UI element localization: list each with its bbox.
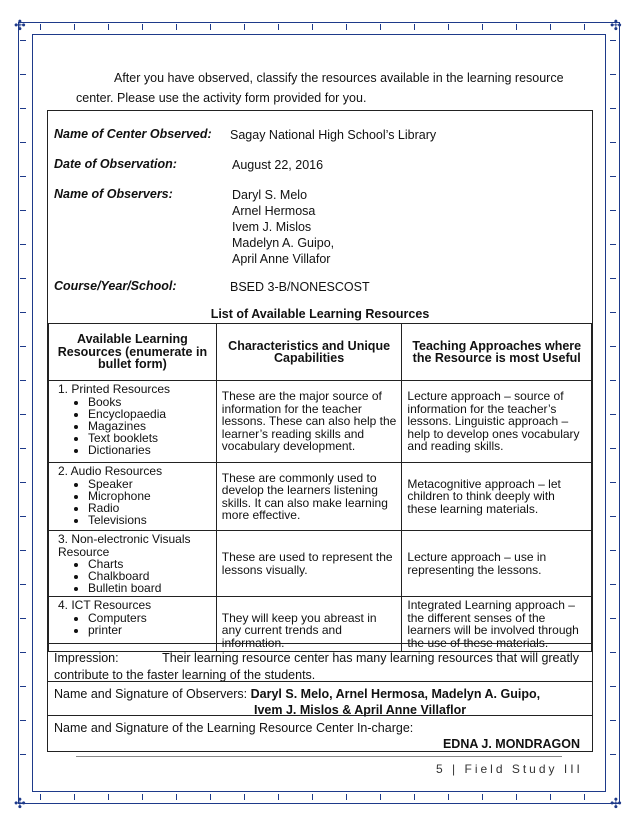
center-value: Sagay National High School’s Library bbox=[230, 128, 437, 142]
characteristics-cell: These are commonly used to develop the learners listening skills. It can also make learning more effective. bbox=[216, 463, 402, 531]
observers-signature-names: Ivem J. Mislos & April Anne Villaflor bbox=[254, 703, 467, 717]
characteristics-cell: These are the major source of information for the teacher lessons. These can also help the learner’s reading skills and vocabulary development. bbox=[216, 381, 402, 463]
footer-rule bbox=[76, 756, 562, 757]
list-item: • Text booklets bbox=[88, 432, 211, 444]
characteristics-cell: They will keep you abreast in any current trends and information. bbox=[216, 597, 402, 652]
border-ticks-right bbox=[610, 40, 616, 786]
activity-form bbox=[47, 110, 593, 752]
course-label: Course/Year/School: bbox=[54, 279, 177, 293]
list-item: • Televisions bbox=[88, 514, 211, 526]
impression-row bbox=[48, 643, 592, 681]
page-footer bbox=[436, 762, 583, 776]
list-item: • Encyclopaedia bbox=[88, 408, 211, 420]
list-item: • Charts bbox=[88, 558, 211, 570]
observer-name: Arnel Hermosa bbox=[232, 204, 316, 218]
column-header: Teaching Approaches where the Resource is most Useful bbox=[402, 324, 592, 381]
resource-category: 3. Non-electronic Visuals Resource bbox=[58, 532, 191, 559]
instructions bbox=[76, 68, 576, 108]
list-item: • Dictionaries bbox=[88, 444, 211, 456]
list-item: • Computers bbox=[88, 612, 211, 624]
date-label: Date of Observation: bbox=[54, 157, 177, 171]
date-value: August 22, 2016 bbox=[232, 158, 324, 172]
resource-items bbox=[54, 558, 211, 594]
resource-category: 4. ICT Resources bbox=[58, 598, 152, 612]
impression-label: Impression: bbox=[54, 651, 119, 665]
resource-cell bbox=[49, 463, 217, 531]
incharge-name: EDNA J. MONDRAGON bbox=[442, 737, 580, 751]
observers-signature-label: Name and Signature of Observers: bbox=[54, 687, 248, 701]
corner-ornament-icon: ✣ bbox=[610, 795, 622, 811]
page-number: 5 bbox=[436, 762, 446, 776]
incharge-label: Name and Signature of the Learning Resource Center In-charge: bbox=[54, 721, 414, 735]
table-row bbox=[49, 381, 592, 463]
observer-name: Madelyn A. Guipo, bbox=[232, 236, 335, 250]
corner-ornament-icon: ✣ bbox=[610, 17, 622, 33]
list-item: • Bulletin board bbox=[88, 582, 211, 594]
characteristics-cell: These are used to represent the lessons visually. bbox=[216, 531, 402, 597]
list-item: • Radio bbox=[88, 502, 211, 514]
observer-name: Ivem J. Mislos bbox=[232, 220, 312, 234]
footer-title: Field Study III bbox=[464, 762, 583, 776]
approach-cell: Metacognitive approach – let children to think deeply with these learning materials. bbox=[402, 463, 592, 531]
center-label: Name of Center Observed: bbox=[54, 127, 212, 141]
footer-separator: | bbox=[452, 762, 459, 776]
list-title: List of Available Learning Resources bbox=[210, 307, 430, 321]
approach-cell: Lecture approach – source of information for the teacher’s lessons. Linguistic approach – help to develop ones vocabulary and reading skills. bbox=[402, 381, 592, 463]
border-ticks-top bbox=[40, 24, 598, 30]
list-item: • Chalkboard bbox=[88, 570, 211, 582]
table-row bbox=[49, 463, 592, 531]
approach-cell: Integrated Learning approach – the different senses of the learners will be involved through the use of these materials. bbox=[402, 597, 592, 652]
instructions-line: After you have observed, classify the resources available in the learning resource bbox=[114, 71, 564, 85]
border-ticks-left bbox=[20, 40, 26, 786]
corner-ornament-icon: ✣ bbox=[14, 17, 26, 33]
observers-list bbox=[232, 187, 334, 267]
list-item: • Books bbox=[88, 396, 211, 408]
resource-category: 2. Audio Resources bbox=[58, 464, 163, 478]
resource-category: 1. Printed Resources bbox=[58, 382, 171, 396]
resource-items bbox=[54, 612, 211, 636]
observer-name: April Anne Villafor bbox=[232, 252, 331, 266]
resource-cell bbox=[49, 531, 217, 597]
observers-label: Name of Observers: bbox=[54, 187, 173, 201]
corner-ornament-icon: ✣ bbox=[14, 795, 26, 811]
observers-signature-row bbox=[48, 681, 592, 715]
list-item: • Speaker bbox=[88, 478, 211, 490]
resources-table bbox=[48, 323, 592, 652]
observers-signature-names: Daryl S. Melo, Arnel Hermosa, Madelyn A. Guipo, bbox=[250, 687, 541, 701]
list-item: • Microphone bbox=[88, 490, 211, 502]
approach-cell: Lecture approach – use in representing the lessons. bbox=[402, 531, 592, 597]
column-header: Characteristics and Unique Capabilities bbox=[216, 324, 402, 381]
course-value: BSED 3-B/NONESCOST bbox=[230, 280, 370, 294]
observer-name: Daryl S. Melo bbox=[232, 188, 308, 202]
column-header: Available Learning Resources (enumerate in bullet form) bbox=[49, 324, 217, 381]
table-header-row bbox=[49, 324, 592, 381]
incharge-row bbox=[48, 715, 592, 751]
resource-items bbox=[54, 396, 211, 456]
instructions-line: center. Please use the activity form provided for you. bbox=[76, 91, 367, 105]
border-ticks-bottom bbox=[40, 794, 598, 800]
impression-text: Their learning resource center has many learning resources that will greatly contribute to the faster learning of the students. bbox=[54, 651, 579, 682]
list-item: • Magazines bbox=[88, 420, 211, 432]
resource-cell bbox=[49, 381, 217, 463]
list-item: • printer bbox=[88, 624, 211, 636]
resource-items bbox=[54, 478, 211, 526]
table-row bbox=[49, 531, 592, 597]
